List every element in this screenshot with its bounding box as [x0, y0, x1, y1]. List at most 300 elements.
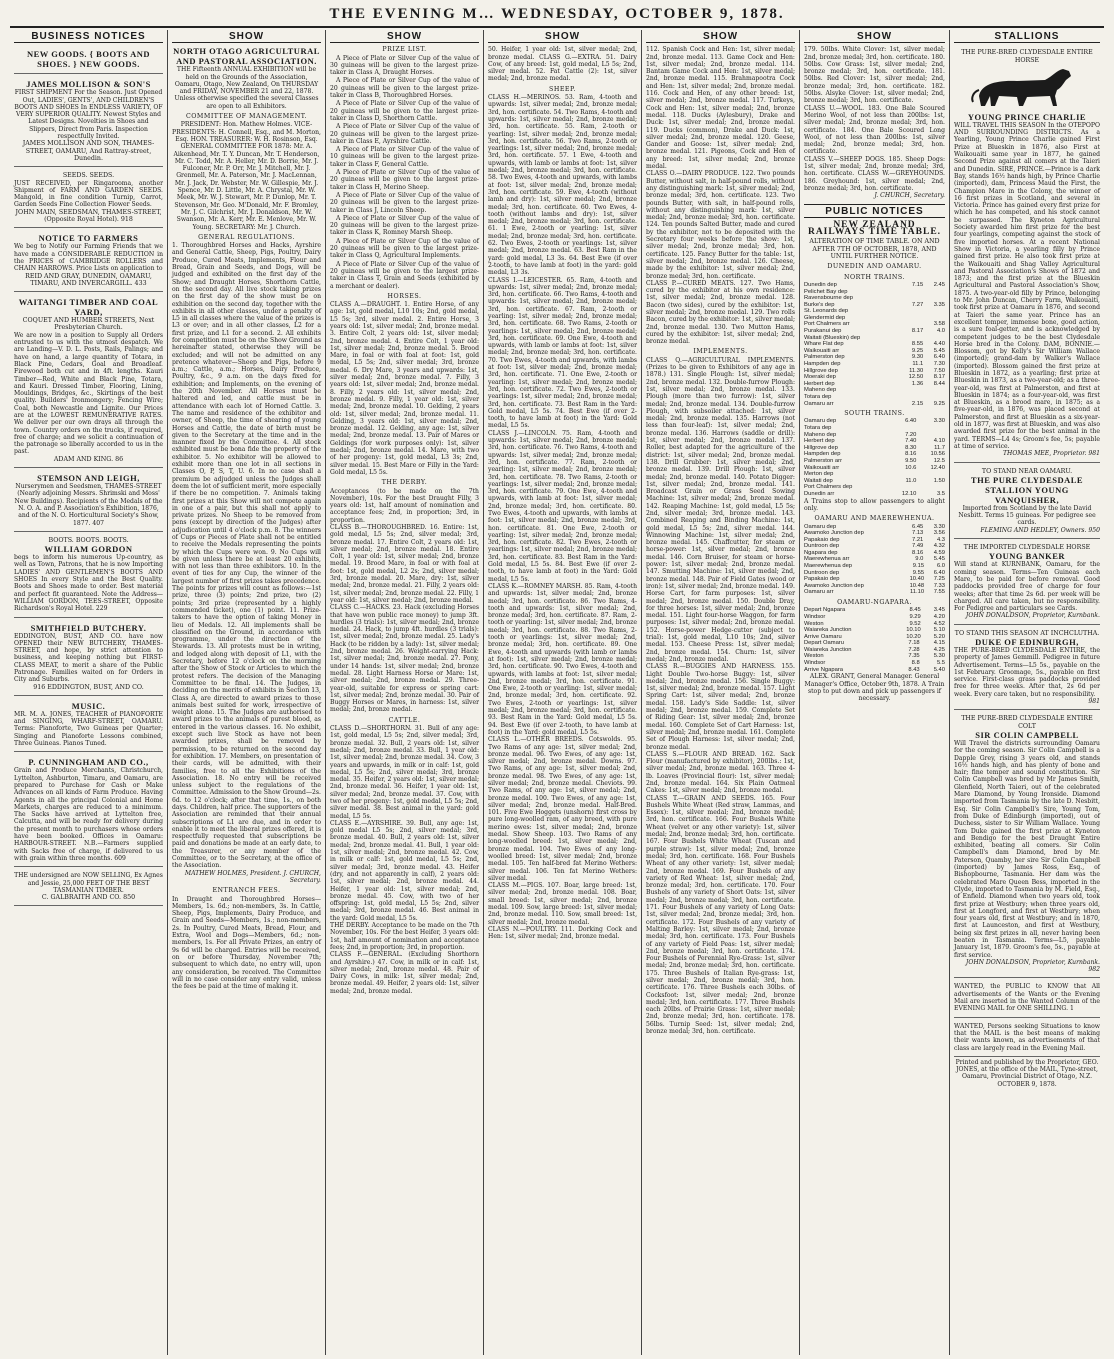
cup-prize: A Piece of Plate or Silver Cup of the value of 20 guineas will be given to the largest prize-taker in Class E, Ayrshire Cattle. — [330, 123, 479, 145]
timetable-row — [804, 401, 945, 408]
station-name: Hillgrove dep — [804, 444, 838, 451]
departure-time: 7.28 — [908, 646, 920, 653]
ad-body: JUST RECEIVED, per Ringarooma, another Shipment of FARM AND GARDEN SEEDS. Mangold, in fine condition Turnip, Carrot, Garden Seeds Fine Collection Flower Seeds. — [14, 179, 163, 209]
show-signature: J. CHURCH, Secretary. — [874, 192, 945, 200]
departure-time: 10.48 — [909, 582, 925, 589]
station-name: Dunedin dep — [804, 281, 837, 288]
departure-time: 12.40 — [930, 464, 945, 471]
cup-prizes — [330, 55, 479, 290]
ad-title: SMITHFIELD BUTCHERY. — [30, 622, 147, 633]
ad-gordon — [14, 534, 163, 618]
timetable-row — [804, 614, 945, 621]
masthead-rule — [10, 26, 1104, 28]
departure-time: 10.20 — [906, 633, 921, 640]
timetable-row — [804, 381, 945, 388]
timetable-row — [804, 550, 945, 557]
ad-music — [14, 698, 163, 752]
timetable-row — [804, 302, 945, 309]
departure-time — [916, 484, 945, 491]
railway-title: NEW ZEALAND RAILWAYS TIME TABLE. — [807, 219, 942, 238]
departure-time: 11.7 — [934, 444, 945, 451]
departure-time: 7.30 — [933, 361, 945, 368]
poultry-continued: 112. Spanish Cock and Hen: 1st, silver medal; 2nd, bronze medal. 113. Game Cock and Hen: 1st, silver medal; 2nd, bronze medal. 114. Bantam Game Cock and Hen: 1st, silver medal; 2nd, bronze medal. 115. Brahmapootra Cock and Hen: 1st, silver medal; 2nd, bronze medal. 116. Cock and Hen, of any other breed: 1st, silver medal; 2nd, bronze medal. 117. Turkeys, Cock and Hen: 1st, silver medal; 2nd, bronze medal. 118. Ducks (Aylesbury), Drake and Duck: 1st, silver medal; 2nd, bronze medal. 119. Ducks (common), Drake and Duck: 1st, silver medal; 2nd, bronze medal. 120. Geese, Gander and Goose: 1st, silver medal; 2nd, bronze medal. 121. Pigeons, Cock and Hen of any breed: 1st, silver medal; 2nd, bronze medal. — [646, 46, 795, 171]
station-name: Papakaio dep — [804, 576, 840, 583]
draught-class: CLASS A.—DRAUGHT. 1. Entire Horse, of any age: 1st, gold medal, L10 10s; 2nd, gold medal, L5 5s; 3rd, silver medal. 2. Entire Horse, 3 years old: 1st, silver medal; 2nd, bronze medal. 3. Entire Colt, 2 years old: 1st, silver medal; 2nd, bronze medal. 4. Entire Colt, 1 year old: 1st, silver medal; 2nd, bronze medal. 5. Brood Mare, in foal or with foal at foot: 1st, gold medal, L5 5s; 2nd, silver medal; 3rd, bronze medal. 6. Dry Mare, 3 years and upwards: 1st, silver medal; 2nd, bronze medal. 7. Filly, 3 years old: 1st, silver medal; 2nd, bronze medal. 8. Filly, 2 years old: 1st, silver medal; 2nd, bronze medal. 9. Filly, 1 year old: 1st, silver medal; 2nd, bronze medal. 10. Gelding, 2 years old: 1st, silver medal; 2nd, bronze medal. 11. Gelding, 3 years old: 1st, silver medal; 2nd, bronze medal. 12. Gelding, any age: 1st, silver medal; 2nd, bronze medal. 13. Pair of Mares or Geldings (for work purposes only): 1st, silver medal; 2nd, bronze medal. 14. Mare, with two of her progeny: 1st, gold medal, L3 3s; 2nd, silver medal. 15. Best Mare or Filly in the Yard: Gold medal, L5 5s. — [330, 301, 479, 476]
ad-young-prince-charlie — [954, 46, 1100, 462]
committee-body: PRESIDENT: Hon. Mathew Holmes. VICE-PRESIDENTS: H. Connell, Esq., and M. Morton, Esq. HON. TREASURER: W. H. Rosinson, Esq. GENERAL COMMITTEE FOR 1878: Mr. A. Aikenhead, Mr. T. Y. Duncan, Mr. T. Henderson, Mr. C. Todd, Mr. A. Heller, Mr. D. Borrie, Mr. J. Fulconer, Mr. P. Orr, Mr. J. Mitchell, Mr. J. Grenmell, Mr. A. Paterson, Mr. J. MacLennan, Mr. J. Jack, Dr. Webster, Mr. W. Gillespie, Mr. J. Spence, Mr. D. Little, Mr. A. Chrystal, Mr. W. Meek, Mr. W. J. Stewart, Mr. P. Dunlop, Mr. T. Stevenson, Mr. Geo. M'Donald, Mr. F. Bromley, Mr. J. C. Gilchrist, Mr. J. Donaldson, Mr. W. Swanson, Mr. A. Kerr, Mr. E. Menlove, Mr. W. Young. SECRETARY: Mr. J. Church. — [172, 121, 321, 231]
ad-coal-yard — [14, 294, 163, 468]
departure-time: 4.52 — [933, 620, 945, 627]
departure-time: 8.55 — [911, 341, 924, 348]
departure-time: 7.40 — [905, 438, 917, 445]
station-name: Purakanui dep — [804, 328, 842, 335]
merino-class: CLASS H.—MERINOS. 53. Ram, 4-tooth and upwards: 1st, silver medal; 2nd, bronze medal; 3rd, hon. certificate. 54. Two Rams, 4-tooth and upwards: 1st, silver medal; 2nd, bronze medal; 3rd, hon. certificate. 55. Ram, 2-tooth or yearling: 1st, silver medal; 2nd, bronze medal; 3rd, hon. certificate. 56. Two Rams, 2-tooth or yearlings: 1st, silver medal; 2nd, bronze medal; 3rd, hon. certificate. 57. 1 Ewe, 4-tooth and upwards, with lamb or lambs at foot: 1st, silver medal; 2nd, bronze medal; 3rd, hon. certificate. 58. Two Ewes, 4-tooth and upwards, with lambs at foot: 1st, silver medal; 2nd, bronze medal; 3rd, hon. certificate. 59. Ewe, 4-tooth (without lamb and dry): 1st, silver medal; 2nd, bronze medal; 3rd, hon. certificate. 60. Two Ewes, 4-tooth (without lambs and dry): 1st, silver medal; 2nd, bronze medal; 3rd, hon. certificate. 61. 1 Ewe, 2-tooth or yearling: 1st, silver medal; 2nd, bronze medal; 3rd, hon. certificate. 62. Two Ewes, 2-tooth or yearlings: 1st, silver medal; 2nd, bronze medal. 63. Best Ram in the yard: gold medal, L3 3s. 64. Best Ewe (if over 2-tooth, to have lamb at foot) in the yard: gold medal, L3 3s. — [488, 94, 637, 277]
cup-prize: A Piece of Plate or Silver Cup of the value of 20 guineas will be given to the largest prize-taker in Class T, Grain and Seeds (exhibited by a merchant or dealer). — [330, 260, 479, 290]
horse-illustration — [954, 66, 1100, 110]
ad-title: SIR COLIN CAMPBELL — [975, 729, 1079, 740]
ad-body: We beg to Notify our Farming Friends that we have made a CONSIDERABLE REDUCTION in the PRICES of CAMBRIDGE ROLLERS and CHAIN HARROWS. Price Lists on application to — [14, 243, 163, 273]
ad-title: THE PURE CLYDESDALE STALLION YOUNG VANQUISHER, — [970, 474, 1084, 505]
station-name: Waitati (Blueskin) dep — [804, 334, 861, 341]
station-name: Depart Oamaru — [804, 640, 844, 647]
poultry-class: CLASS N.—POULTRY. 111. Dorking Cock and Hen: 1st, silver medal; 2nd, bronze medal. — [488, 925, 637, 941]
timetable-row — [804, 335, 945, 342]
station-name: Merton dep — [804, 471, 834, 478]
ad-title: YOUNG PRINCE CHARLIE — [967, 111, 1087, 122]
departure-time: 10.10 — [906, 627, 921, 634]
ad-title: NEW GOODS. { BOOTS AND SHOES. } NEW GOODS. — [26, 49, 151, 70]
departure-time: 3.35 — [933, 301, 945, 308]
ad-body: We are now in a position to Supply all Orders entrusted to us with the utmost despatch. We are Landing—V. D. L. Posts, Rails, Palings; and have on hand, a large quantity of Totara, in Black Pine, Cedars, Goal and Broadleaf. Firewood both cut and in 4ft. lengths. Kauri Timber—Red, White and Black Pine, Totara, and Kauri. Dressed Timber, Flooring, Lining, Mouldings, Bridges, &c., Skirtings of the best quality. Builders' Ironmongery; Fencing Wire; Coal, both Newcastle and Lignite. Our Prices are at the LOWEST REMUNERATIVE RATES. We deliver per our own drays all through the town. Country orders on the trucks, if required, free of charge; and we solicit a continuation of the patronage so liberally accorded to us in the past. — [14, 331, 163, 456]
timetable-row — [804, 374, 945, 381]
station-name: Maerewhenua dep — [804, 563, 853, 570]
departure-time: 11.0 — [905, 477, 917, 484]
departure-time: 9.15 — [912, 563, 925, 570]
ad-cunningham — [14, 754, 163, 867]
cup-prize: A Piece of Plate or Silver Cup of the value of 30 guineas will be given to the largest prize-taker in Class A, Draught Horses. — [330, 54, 479, 77]
timetable-row — [804, 653, 945, 660]
timetable-row — [804, 583, 945, 590]
departure-time: 9.29 — [909, 613, 921, 620]
departure-time: 8.45 — [909, 607, 921, 614]
column-show-2 — [326, 30, 484, 1355]
hacks-class: CLASS C.—HACKS. 23. Hack (excluding Horses that have won public race money) to jump 3ft. hurdles (3 trials): 1st, silver medal; 2nd, bronze medal. 24. Hack, to jump 4ft. hurdles (3 trials): 1st, silver medal; 2nd, bronze medal. 25. Lady's Hack (to be ridden by a lady): 1st, silver medal; 2nd, bronze medal. 26. Weight-carrying Hack: 1st, silver medal; 2nd, bronze medal. 27. Pony, under 14 hands: 1st, silver medal; 2nd, bronze medal. 28. Light Harness Horse or Mare: 1st, silver medal; 2nd, bronze medal. 29. Three-year-old, suitable for express or spring cart: 1st, silver medal; 2nd, bronze medal. 30. Pair of Buggy Horses or Mares, in harness: 1st, silver medal; 2nd, bronze medal. — [330, 604, 479, 714]
departure-time: 4.59 — [933, 549, 945, 556]
station-name: Whare Flat dep — [804, 341, 844, 348]
ad-signature: JOHN DONALDSON, Proprietor, Kurnbank. — [965, 612, 1100, 620]
station-name: Waiareka Junction — [804, 627, 852, 634]
departure-time: 4.32 — [933, 543, 945, 550]
public-notices-heading: PUBLIC NOTICES — [804, 204, 945, 218]
ad-stemson — [14, 470, 163, 532]
timetable-row — [804, 589, 945, 596]
ngapara-down-table — [804, 640, 945, 673]
ad-young-vanquisher — [954, 465, 1100, 539]
departure-time — [923, 387, 945, 394]
departure-time — [923, 308, 945, 315]
ad-body: Grain and Produce Merchants, Christchurch, Lyttelton, Ashburton, Timaru, and Oamaru, are prepared to Purchase for Cash or Make Advances on all kinds of Farm Produce. Having Agents in all the principal Colonial and Home Markets, charges are reduced to a minimum. The Sacks have arrived at Lyttelton free, Calcutta, and will be ready for delivery during the present month to purchasers whose orders have been booked. Offices in Oamaru: HARBOUR-STREET. N.B.—Farmers supplied with Sacks free of charge, if delivered to us with grain within three months. 609 — [14, 767, 163, 862]
ad-young-banker — [954, 541, 1100, 625]
departure-time: 9.25 — [933, 400, 945, 407]
station-name: Palmerston arr — [804, 458, 843, 465]
departure-time — [896, 315, 923, 322]
timetable-row — [804, 315, 945, 322]
departure-time: 8.16 — [905, 451, 917, 458]
timetable-row — [804, 321, 945, 328]
leicester-class: CLASS I.—LEICESTER. 65. Ram, 4-tooth and upwards: 1st, silver medal; 2nd, bronze medal; 3rd, hon. certificate. 66. Two Rams, 4-tooth and upwards: 1st, silver medal; 2nd, bronze medal; 3rd, hon. certificate. 67. Ram, 2-tooth or yearling: 1st, silver medal; 2nd, bronze medal; 3rd, hon. certificate. 68. Two Rams, 2-tooth or yearlings: 1st, silver medal; 2nd, bronze medal; 3rd, hon. certificate. 69. One Ewe, 4-tooth and upwards, with lamb or lambs at foot: 1st, silver medal; 2nd, bronze medal; 3rd, hon. certificate. 70. Two Ewes, 4-tooth and upwards, with lambs at foot: 1st, silver medal; 2nd, bronze medal; 3rd, hon. certificate. 71. One Ewe, 2-tooth or yearling: 1st, silver medal; 2nd, bronze medal; 3rd, hon. certificate. 72. Two Ewes, 2-tooth or yearlings: 1st, silver medal; 2nd, bronze medal; 3rd, hon. certificate. 73. Best Ram in the Yard: Gold medal, L5 5s. 74. Best Ewe (if over 2-tooth, to have lamb at foot) in the Yard: Gold medal, L5 5s. — [488, 276, 637, 430]
station-name: Ngapara dep — [804, 549, 838, 556]
departure-time: 7.13 — [912, 530, 924, 537]
timetable-row — [804, 484, 945, 491]
departure-time: 6.40 — [905, 418, 917, 425]
departure-time: 8.17 — [933, 374, 945, 381]
departure-time: 8.43 — [908, 666, 920, 673]
ad-subtitle: COQUET AND HUMBER STREETS, Next Presbyterian Church. — [22, 317, 155, 332]
departure-time: 4.25 — [933, 646, 945, 653]
association-title: NORTH OTAGO AGRICULTURAL AND PASTORAL ASSOCIATION. — [173, 46, 320, 67]
ad-body: EDDINGTON, BUST, AND CO. have now OPENED their NEW BUTCHERY, THAMES-STREET, and hope, by strict attention to business, and keeping nothing but FIRST-CLASS MEAT, to merit a share of the Public Patronage. Families waited on for Orders in City and Suburbs. — [14, 632, 163, 684]
departure-time: 8.44 — [933, 380, 945, 387]
ad-body: WILL TRAVEL THIS SEASON In the OTEPOPO AND SURROUNDING DISTRICTS. As a Yearling, Young Prince Charlie gained First Prize at Blueskin in 1876, also First at Waikouaiti same year in 1877, he gained Second Prize against all comers at the Taieri and Dunedin. SIRE, PRINCE.—Prince is a dark Bay, stands 16½ hands high, by Prince Charlie (imported), dam, Princess Maud the First, the Champion Mare in the Colony, the winner of 16 first prizes in Scotland, and several in Victoria. Prince has gained every first prize for which he has competed, and his stock cannot be surpassed. The Kyneton Agricultural Society awarded him first prize for the best four yearlings, competing against the stock of five imported horses. At a recent National Show in Victoria, a yearling filly by Prince gained first prize. He also took first prize at the Waikouaiti and Shag Valley Agricultural and Pastoral Association's Shows of 1872 and 1873; and the first prize at the Blueskin Agricultural and Pastoral Association's Show, 1875. A two-year-old filly by Prince, belonging to Mr. John Duncan, Cherry Farm, Waikouaiti, took first prize at Oamaru in 1876, and second at Taieri the same year. Prince has an excellent temper, immense bone, good action, is a sure foal-getter, and is acknowledged by competent judges to be the best Clydesdale Horse bred in the Colony. DAM, BONNIE.—Blossom, got by Kelly's Sir William Wallace (imported); grand-dam by Walker's Wallace (imported). Blossom gained the first prize at Blueskin in 1872, as a yearling; first prize at Blueskin in 1873, as a two-year-old; as a three-year-old, was first at Palmerston, and first at Blueskin in 1874; as a four-year-old, was first at Blueskin, as a brood mare, in 1875; as a five-year-old, in 1876, was placed second at Palmerston, and first at Blueskin as a six-year-old in 1877, was first at Blueskin, and was also awarded first prize for the best animal in the yard. TERMS—L4 4s; Groom's fee, 5s; payable at time of service. — [954, 121, 1100, 450]
regulations-title: GENERAL REGULATIONS. — [198, 233, 295, 241]
timetable-row — [804, 627, 945, 634]
departure-time: 7.35 — [908, 653, 920, 660]
ad-title: YOUNG BANKER — [988, 551, 1066, 562]
departure-time: 5.20 — [933, 633, 945, 640]
ad-heading: THE IMPORTED CLYDESDALE HORSE — [963, 544, 1091, 552]
station-name: Maheno dep — [804, 431, 837, 438]
ad-timber — [14, 869, 163, 906]
departure-time: 2.15 — [911, 400, 924, 407]
departure-time — [923, 394, 945, 401]
column-heading: SHOW — [804, 30, 945, 43]
general-class: CLASS F.—GENERAL. (Excluding Shorthorn and Ayrshire.) 47. Cow, in milk or in calf: 1st, silver medal; 2nd, bronze medal. 48. Pair of Dairy Cows, in milk: 1st, silver medal; 2nd, bronze medal. 49. Heifer, 2 years old: 1st, silver medal; 2nd, bronze medal. — [330, 951, 479, 995]
station-name: Papakaio dep — [804, 536, 840, 543]
departure-time: 10.40 — [909, 576, 925, 583]
timetable-row — [804, 530, 945, 537]
timetable-row — [804, 308, 945, 315]
association-body: THE Fifteenth ANNUAL EXHIBITION will be held on the Grounds of the Association, Oamaru, Otago, New Zealand, On THURSDAY and FRIDAY, NOVEMBER 21 and 22, 1878. Unless otherwise specified the several Classes are open to all Exhibitors. — [174, 66, 319, 110]
ngapara-up-table — [804, 607, 945, 640]
station-name: Hillgrove dep — [804, 367, 838, 374]
station-name: Duntroon dep — [804, 543, 840, 550]
seeds-continued: 179. 50lbs. White Clover: 1st, silver medal; 2nd, bronze medal; 3rd, hon. certificate. 180. 50lbs. Cow Grass: 1st, silver medal; 2nd, bronze medal; 3rd, hon. certificate. 181. 50lbs. Red Clover: 1st, silver medal; 2nd, bronze medal; 3rd, hon. certificate. 182. 50lbs. Alsyke Clover: 1st, silver medal; 2nd, bronze medal; 3rd, hon. certificate. — [804, 46, 945, 105]
timetable-row — [804, 621, 945, 628]
departure-time: 11.1 — [912, 361, 924, 368]
ad-signature: JOHN DONALDSON, Proprietor, Kurnbank. 982 — [965, 958, 1100, 974]
departure-time: 5.10 — [933, 627, 945, 634]
thoroughbred-class: CLASS B.—THOROUGHBRED. 16. Entire: 1st, gold medal, L5 5s; 2nd, silver medal; 3rd, bronze medal. 17. Entire Colt, 2 years old: 1st, silver medal; 2nd, bronze medal. 18. Entire Colt, 1 year old: 1st, silver medal; 2nd, bronze medal. 19. Brood Mare, in foal or with foal at foot: 1st, gold medal, L2 2s; 2nd, silver medal; 3rd, bronze medal. 20. Mare, dry: 1st, silver medal; 2nd, bronze medal. 21. Filly, 2 years old: 1st, silver medal; 2nd, bronze medal. 22. Filly, 1 year old: 1st, silver medal; 2nd, bronze medal. — [330, 524, 479, 604]
timetable-row — [804, 432, 945, 439]
departure-time — [923, 295, 945, 302]
ad-wanted-situations — [954, 1020, 1100, 1057]
station-name: Hampden dep — [804, 361, 841, 368]
column-show-public-notices — [800, 30, 950, 1355]
horses-title: HORSES. — [387, 292, 422, 300]
departure-time: 12.5 — [933, 458, 945, 465]
departure-time: 7.18 — [908, 640, 920, 647]
departure-time: 5.5 — [936, 660, 945, 667]
departure-time: 11.30 — [909, 367, 924, 374]
column-heading: SHOW — [330, 30, 479, 43]
timetable-row — [804, 647, 945, 654]
north-trains-heading: NORTH TRAINS. — [843, 273, 906, 281]
ad-title: STEMSON AND LEIGH, — [37, 473, 140, 484]
ad-signature: 916 EDDINGTON, BUST, AND CO. — [33, 683, 144, 691]
station-name: Windsor — [804, 613, 826, 620]
station-name: Port Chalmers dep — [804, 484, 853, 491]
departure-time — [916, 425, 945, 432]
wool-class: CLASS U.—WOOL. 183. One Bale Scoured Merino Wool, of not less than 200lbs: 1st, silver medal; 2nd, bronze medal; 3rd, hon. certificate. 184. One Bale Scoured Long Wool, of not less than 200lbs: 1st, silver medal; 2nd, bronze medal; 3rd, hon. certificate. — [804, 104, 945, 156]
timetable-row — [804, 418, 945, 425]
departure-time: 10.56 — [930, 451, 945, 458]
maerewhenua-title: OAMARU AND MAEREWHENUA. — [814, 515, 935, 523]
fees-title: ENTRANCH FEES. — [212, 887, 281, 895]
cup-prize: A Piece of Plate or Silver Cup of the value of 20 guineas will be given to the largest prize-taker in Class K, Romney Marsh Sheep. — [330, 214, 479, 237]
station-name: Oamaru dep — [804, 418, 837, 425]
ad-signature: FLEMING AND HEDLEY, Owners. 950 — [980, 526, 1100, 534]
regulations-signature: MATHEW HOLMES, President. J. CHURCH, Secretary. — [184, 869, 321, 884]
departure-time — [896, 394, 923, 401]
departure-time: 9.25 — [911, 347, 924, 354]
ad-title: WILLIAM GORDON — [44, 544, 133, 555]
ad-signature: C. GALBRAITH AND CO. 850 — [41, 894, 136, 902]
timetable-row — [804, 570, 945, 577]
extra-class: 50. Heifer, 1 year old: 1st, silver medal; 2nd, bronze medal. CLASS G.—EXTRA. 51. Dairy Cow, of any breed: 1st, gold medal, L5 5s; 2nd, silver medal. 52. Fat Cattle (2): 1st, silver medal; 2nd, bronze medal. — [488, 46, 637, 83]
ad-signature: JOHN MAIN, SEEDSMAN, THAMES-STREET, (Opposite Royal Hotel). 918 — [15, 208, 162, 224]
south-trains-table — [804, 418, 945, 497]
station-name: Glendermid dep — [804, 314, 846, 321]
ad-title: MUSIC. — [71, 700, 106, 711]
prize-list-title: PRIZE LIST. — [382, 46, 427, 54]
lincoln-class: CLASS J.—LINCOLN. 75. Ram, 4-tooth and upwards: 1st, silver medal; 2nd, bronze medal; 3rd, hon. certificate. 76. Two Rams, 4-tooth and upwards: 1st, silver medal; 2nd, bronze medal; 3rd, hon. certificate. 77. Ram, 2-tooth or yearling: 1st, silver medal; 2nd, bronze medal; 3rd, hon. certificate. 78. Two Rams, 2-tooth or yearlings: 1st, silver medal; 2nd, bronze medal; 3rd, hon. certificate. 79. One Ewe, 4-tooth and upwards, with lamb at foot: 1st, silver medal; 2nd, bronze medal; 3rd, hon. certificate. 80. Two Ewes, 4-tooth and upwards, with lambs at foot: 1st, silver medal; 2nd, bronze medal; 3rd, hon. certificate. 81. One Ewe, 2-tooth or yearling: 1st, silver medal; 2nd, bronze medal; 3rd, hon. certificate. 82. Two Ewes, 2-tooth or yearlings: 1st, silver medal; 2nd, bronze medal; 3rd, hon. certificate. 83. Best Ram in the Yard: Gold medal, L5 5s. 84. Best Ewe (if over 2-tooth, to have lamb at foot) in the Yard: Gold medal, L5 5s. — [488, 429, 637, 583]
departure-time: 3.30 — [933, 523, 945, 530]
cup-prize: A Piece of Plate or Silver Cup of the value of 20 guineas will be given to the largest prize-taker in Class Q, Agricultural Implements. — [330, 237, 479, 260]
cup-prize: A Piece of Plate or Silver Cup of the value of 20 guineas will be given to the largest prize-taker in Class H, Merino Sheep. — [330, 169, 479, 191]
ad-heading: THE PURE-BRED CLYDESDALE ENTIRE HORSE — [961, 49, 1093, 64]
departure-time: 7.55 — [933, 589, 945, 596]
departure-time: 8.30 — [905, 444, 917, 451]
departure-time: 12.10 — [901, 491, 917, 498]
departure-time: 7.33 — [933, 582, 945, 589]
maerewhenua-down-table — [804, 563, 945, 596]
ad-farmers — [14, 230, 163, 292]
departure-time: 6.0 — [936, 563, 945, 570]
departure-time: 8.16 — [912, 549, 924, 556]
sheep-title: SHEEP. — [549, 85, 576, 93]
departure-time: 8.17 — [911, 328, 924, 335]
station-name: Oamaru dep — [804, 523, 837, 530]
timetable-row — [804, 660, 945, 667]
maerewhenua-up-table — [804, 524, 945, 564]
timetable-row — [804, 295, 945, 302]
station-name: Pelichet Bay dep — [804, 288, 848, 295]
departure-time: 5.40 — [933, 666, 945, 673]
departure-time: 5.45 — [933, 347, 945, 354]
station-name: Arrive Oamaru — [804, 633, 842, 640]
timetable-row — [804, 640, 945, 647]
ad-heading: SEEDS. SEEDS. — [62, 172, 115, 180]
ad-mollison — [14, 76, 163, 167]
ad-body: WANTED, the PUBLIC to KNOW that All advertisements of the Wants or the Evening Mail are inserted in the Wanted Column of the EVENING MAIL for ONE SHILLING. 1 — [954, 983, 1100, 1013]
ad-title: P. CUNNINGHAM AND CO., — [28, 757, 149, 768]
timetable-row — [804, 556, 945, 563]
station-name: Maerewhenua arr — [804, 556, 850, 563]
station-name: Herbert dep — [804, 438, 835, 445]
timetable-row — [804, 607, 945, 614]
departure-time — [888, 484, 917, 491]
station-name: Burke's dep — [804, 301, 835, 308]
departure-time: 9.52 — [909, 620, 921, 627]
ad-signature: REID AND GRAY, DUNEDIN, OAMARU, TIMARU, AND INVERCARGILL. 433 — [25, 272, 152, 287]
ad-body: THE undersigned are NOW SELLING, Ex Agnes and Jessie, 25,000 FEET OF THE BEST TASMANIAN TIMBER. — [14, 872, 163, 894]
departure-time: 2.45 — [933, 281, 945, 288]
ad-signature: JAMES MOLLISON AND SON, THAMES-STREET, OAMARU, And Rattray-street, Dunedin. — [22, 140, 155, 162]
ad-signature: THOMAS MEE, Proprietor. 981 — [1002, 450, 1100, 458]
south-trains-heading: SOUTH TRAINS. — [844, 410, 905, 418]
timetable-row — [804, 524, 945, 531]
dairy-class: CLASS O.—DAIRY PRODUCE. 122. Two pounds Butter, without salt, in half-pound rolls, without any distinguishing mark: 1st, silver medal; 2nd, bronze medal; 3rd, hon. certificate. 123. Two pounds Butter, with salt, in half-pound rolls, without any distinguishing mark: 1st, silver medal; 2nd, bronze medal; 3rd, hon. certificate. 124. Ten pounds Salted Butter, made and cured by the exhibitor, not to be deposited with the Secretary four weeks before the show: 1st, silver medal; 2nd, bronze medal; 3rd, hon. certificate. 125. Fancy Butter for the table: 1st, silver medal; 2nd, bronze medal. 126. Cheese, made by the exhibitor: 1st, silver medal; 2nd, bronze medal; 3rd, hon. certificate. — [646, 170, 795, 280]
pigs-class: CLASS M.—PIGS. 107. Boar, large breed: 1st, silver medal; 2nd, bronze medal. 108. Boar, small breed: 1st, silver medal; 2nd, bronze medal. 109. Sow, large breed: 1st, silver medal; 2nd, bronze medal. 110. Sow, small breed: 1st, silver medal; 2nd, bronze medal. — [488, 882, 637, 926]
departure-time — [896, 289, 923, 296]
station-name: Port Chalmers arr — [804, 321, 850, 328]
departure-time: 7.20 — [905, 431, 917, 438]
station-name: Waiareka Junction — [804, 646, 852, 653]
departure-time: 9.0 — [915, 556, 924, 563]
departure-time: 4.0 — [936, 328, 945, 335]
departure-time: 5.45 — [933, 556, 945, 563]
station-name: Totara dep — [804, 394, 832, 400]
columns — [10, 30, 1104, 1355]
cup-prize: A Piece of Plate or Silver Cup of the value of 20 guineas will be given to the largest prize-taker in Class B, Thoroughbred Horses. — [330, 77, 479, 100]
ad-signature: 981 — [1088, 698, 1100, 706]
harness-class: CLASS R.—BUGGIES AND HARNESS. 155. Light Double Two-horse Buggy: 1st, silver medal; 2nd, bronze medal. 156. Single Buggy: 1st, silver medal; 2nd, bronze medal. 157. Light Spring Cart: 1st, silver medal; 2nd, bronze medal. 158. Lady's Side Saddle: 1st, silver medal; 2nd, bronze medal. 159. Complete Set of Riding Gear: 1st, silver medal; 2nd, bronze medal. 160. Complete Set of Cart Harness: 1st, silver medal; 2nd, bronze medal. 161. Complete Set of Plough Harness: 1st, silver medal; 2nd, bronze medal. — [646, 663, 795, 751]
station-name: Totara dep — [804, 425, 832, 432]
departure-time: 12.50 — [908, 374, 924, 381]
station-name: Ravensbourne dep — [804, 295, 853, 302]
departure-time: 10.6 — [905, 464, 917, 471]
railway-subtitle: ALTERATION OF TIME TABLE. ON AND AFTER 7TH OF OCTOBER, 1878, AND UNTIL FURTHER NOTICE. — [809, 238, 940, 261]
station-name: Weston — [804, 653, 824, 660]
timetable-row — [804, 576, 945, 583]
timetable-row — [804, 354, 945, 361]
ad-heading: TO STAND NEAR OAMARU. — [981, 467, 1073, 475]
ad-title: NOTICE TO FARMERS — [38, 233, 139, 244]
departure-time: 4.3 — [936, 536, 945, 543]
departure-time: 7.50 — [933, 367, 945, 374]
departure-time — [896, 335, 923, 342]
station-name: Herbert dep — [804, 380, 835, 387]
timetable-row — [804, 667, 945, 674]
column-business-notices — [10, 30, 168, 1355]
departure-time: 5.30 — [933, 653, 945, 660]
fees-body: In Draught and Thoroughbred Horses—Members, 1s. 6d.; non-members, 3s. In Cattle, Sheep, Pigs, Implements, Dairy Produce, and Grain and Seeds—Members, 1s.; non-members, 2s. In Poultry, Cured Meats, Bread, Flour, and Extra, Wool and Dogs—Members, 6d.; non-members, 1s. For all Private Prizes, an entry of 9s 6d will be charged. Entries will be received, on or before Thursday, November 7th; subsequent to which date, no entry will, upon any consideration, be received. The Committee will in no case consider any entry valid, unless the fees be paid at the time of making it. — [172, 895, 321, 991]
departure-time: 6.45 — [912, 523, 924, 530]
timetable-row — [804, 445, 945, 452]
ad-title: WAITANGI TIMBER AND COAL YARD, — [18, 297, 159, 318]
departure-time — [896, 295, 923, 302]
ad-body: Imported from Scotland by the late David Nesbitt. Terms 15 guineas. For pedigree see cards. — [958, 504, 1096, 527]
ad-title: DUKE OF EDINBURGH, — [975, 637, 1079, 647]
flour-class: CLASS S.—FLOUR AND BREAD. 162. Sack Flour (manufactured by exhibitor), 200lbs.: 1st, silver medal; 2nd, bronze medal. 163. Three 4-lb. Loaves (Provincial flour): 1st, silver medal; 2nd, bronze medal. 164. Six Plain Oatmeal Cakes: 1st, silver medal; 2nd, bronze medal. — [646, 750, 795, 795]
column-show-1 — [168, 30, 326, 1355]
departure-time: 6.40 — [933, 354, 945, 361]
timetable-row — [804, 458, 945, 465]
station-name: Moeraki dep — [804, 374, 836, 381]
implements-title: IMPLEMENTS. — [693, 348, 748, 356]
column-show-3 — [484, 30, 642, 1355]
departure-time: 3.56 — [933, 530, 945, 537]
cattle-title: CATTLE. — [388, 716, 421, 724]
timetable-row — [804, 471, 945, 478]
station-name: St. Leonards dep — [804, 308, 849, 315]
timetable-row — [804, 341, 945, 348]
departure-time — [923, 289, 945, 296]
timetable-row — [804, 537, 945, 544]
departure-time: 7.27 — [911, 301, 924, 308]
departure-time: 4.40 — [933, 341, 945, 348]
railway-signature: ALEX. GRANT, General Manager. General Manager's Office, October 9th, 1878. A Train stop to put down and pick up passengers if necessary. — [804, 673, 945, 703]
timetable-row — [804, 387, 945, 394]
timetable-row — [804, 361, 945, 368]
ad-wanted-public — [954, 980, 1100, 1017]
departure-time: 7.21 — [912, 536, 924, 543]
timetable-row — [804, 425, 945, 432]
timetable-row — [804, 282, 945, 289]
departure-time: 11.10 — [910, 589, 925, 596]
timetable-row — [804, 451, 945, 458]
station-name: Oamaru arr — [804, 589, 834, 596]
dogs-class: CLASS V.—SHEEP DOGS. 185. Sheep Dogs: 1st, silver medal; 2nd, bronze medal; 3rd, hon. certificate. CLASS W.—GREYHOUNDS. 186. Greyhound: 1st, silver medal; 2nd, bronze medal; 3rd, hon. certificate. — [804, 155, 945, 192]
departure-time: 3.30 — [933, 418, 945, 425]
departure-time: 1.36 — [911, 380, 924, 387]
departure-time: 3.45 — [933, 607, 945, 614]
ngapara-title: OAMARU-NGAPARA. — [837, 599, 912, 607]
departure-time: 9.50 — [905, 458, 917, 465]
departure-time: 8.8 — [911, 660, 920, 667]
ad-butchery — [14, 620, 163, 696]
ad-heading: BOOTS. BOOTS. BOOTS. — [48, 536, 129, 544]
ad-seeds — [14, 169, 163, 228]
derby-heifer: THE DERBY. Acceptance to be made on the 7th November, 10s. For the best Heifer, 3 years old: 1st, half amount of nomination and acceptance fees; 2nd, in proportion; 3rd, in proportion. — [330, 922, 479, 951]
ad-body: Nurserymen and Seedsmen, THAMES-STREET (Nearly adjoining Messrs. Shrimski and Moss' New Buildings). Recipients of the Medals of the N. O. A. and P. Association's Exhibition, 1876, and of the N. O. Horticultural Society's Show, 1877. 407 — [14, 483, 163, 527]
cured-meats-class: CLASS P.—CURED MEATS. 127. Two Hams, cured by the exhibitor at his own residence: 1st, silver medal; 2nd, bronze medal. 128. Bacon (two sides), cured by the exhibitor: 1st, silver medal; 2nd, bronze medal. 129. Two rolls Bacon, cured by the exhibitor: 1st, silver medal; 2nd, bronze medal. 130. Two Mutton Hams, cured by the exhibitor: 1st, silver medal; 2nd, bronze medal. — [646, 279, 795, 346]
departure-time: 4.10 — [933, 438, 945, 445]
cup-prize: A Piece of Plate or Silver Cup of the value of 20 guineas will be given to the largest prize-taker in Class J, Lincoln Sheep. — [330, 191, 479, 214]
ad-body: Will Travel the districts surrounding Oamaru for the coming season. Sir Colin Campbell is a Dapple Grey, rising 3 years old, and stands 16½ hands high, and has plenty of bone and hair; fine temper and sound constitution. Sir Colin Campbell was bred by Mr James Smith, Glenfield, North Taieri, out of the celebrated Mare Diamond, by Young Ironside. Diamond imported from Tasmania by the late D. Nesbitt, Esq. Sir Colin Campbell's Sire, Young Tom, from Duke of Edinburgh (imported), out of Duchess, sister to Sir William Wallace. Young Tom Duke gained the first prize at Kyneton and Bendigo for the best Draught Entire exhibited, beating all comers. Sir Colin Campbell's dam Diamond, bred by Mr. Paterson, Quamby, her sire Sir Colin Campbell (imported) by James Ross, Esq., of Bishopbourne, Tasmania. Her dam was the celebrated Mare Queen Bess, imported in the Clyde, imported to Tasmania by M. Field, Esq., of Enfield. Diamond when two years old, took first prize at Westbury; when three years old, first at Longford, and first at Westbury; when four years old, first at Westbury; and in 1870, first at Launceston, and first at Westbury, being six first prizes in all, never having been beaten in Tasmania. Terms—L5, payable January 1st, 1879. Groom's fee, 5s., payable at first service. — [954, 739, 1100, 959]
departure-time: 4.15 — [933, 640, 945, 647]
ad-title: JAMES MOLLISON & SON'S — [26, 79, 151, 90]
column-stallions — [950, 30, 1104, 1355]
departure-time: 3.5 — [936, 491, 945, 498]
ad-heading: TO STAND THIS SEASON AT INCHCLUTHA. — [954, 629, 1100, 637]
regulations-body: 1. Thoroughbred Horses and Hacks, Ayrshire and General Cattle, Sheep, Pigs, Poultry, Dairy Produce, Cured Meats, Implements, Flour and Bread, Grain and Seeds, and Dogs, will be judged and exhibited on the first day of the Show; and Draught Horses, Shorthorn Cattle, on the second day. All live stock taking prizes on the first day of the show must be on exhibition on the second day, together with the exhibits in all other classes, under a penalty of L5 in all classes where the value of the prizes is L3 or over; and in all other classes, L2 for a first prize, and L1 for a second. 2. All exhibits for competition must be on the Show Ground as hereinafter stated, otherwise they will be excluded; and will not be admitted on any pretence whatever—Sheep and Pigs, before 9 a.m.; Cattle, a.m.; Horses, Dairy Produce, Poultry, &c., 9 a.m. on the days fixed for exhibition; and Implements, on the evening of the 20th November. All Horses must be haltered and led, and cattle must be in attendance with each lot of Horned Cattle. 3. The name and residence of the exhibitor and owner, of Sheep, the time of shearing of young Horses and Cattle, the date of birth must be given to the Secretary at the time and in the manner fixed by the Committee. 4. All stock exhibited must be bona fide the property of the exhibitor. 5. No exhibitor will be allowed to exhibit more than one lot in all sections in Classes O, P, S, T, U. 6. In no case shall a premium be adjudged unless the Judges shall deem the lot of sufficient merit, more especially if there be no competition. 7. Animals taking first prizes at this Show will not compete again in one of a pair, but this shall not apply to private prizes. No Sheep to be removed from pens (except by direction of the Judges) after adjudication until 4 o'clock p.m. 8. The winners of Cups or Pieces of Plate shall not be entitled to receive the Medals representing the points by which the Cups were won. 9. No Cups will be given unless there be at least 20 exhibits, with not less than three exhibitors. 10. In the event of ties for any Cup, the winner of the largest number of first prizes takes precedence. The points for prizes will count as follows:—1st prize, three (3) points; 2nd prize, two (2) points; 3rd prize (represented by a highly commended ticket), one (1) point. 11. Prize-takers to have the option of taking Money in lieu of Medals. 12. All implements shall be classified on the Ground, in accordance with programme, under the direction of the Stewards. 13. All protests must be in writing, and lodged along with deposit of L1, with the Secretary, before 12 o'clock on the morning after the Show of Stock or Articles to which the protest refers. The decision of the Managing Committee to be final. 14. The Judges, in deciding on the merits of exhibits in Section 13, Class A, are directed to award prizes to those animals best suited for work, irrespective of weight alone. 15. The Judges are authorised to award prizes to the animals of purest blood, as entered in the various classes. 16. No exhibit, except such live Stock as have not been awarded prizes, shall be removed by permission, to be returned on the second day for exhibition. 17. Members, on presentation of their cards, will be admitted, with their families, free to all the Exhibitions of the Association. 18. No entry will be received unless subject to the regulations of the Committee. Admission to the Show Ground—2s. 6d. to 12 o'clock; after that time, 1s., on both days. Children, half price. The supporters of the Association are reminded that their annual subscriptions of L1 are due, and in order to enable it to meet the liberal prizes offered, it is respectfully requested that subscriptions be paid and donations be made at an early date, to the Treasurer, or any member of the Committee, or to the Secretary, at the office of the Association. — [172, 242, 321, 870]
railway-note: A Trains stop to allow passengers to alight only. — [804, 497, 945, 512]
departure-time: 9.30 — [911, 354, 924, 361]
north-trains-table — [804, 282, 945, 407]
romney-class: CLASS K.—ROMNEY MARSH. 85. Ram, 4-tooth and upwards: 1st, silver medal; 2nd, bronze medal; 3rd, hon. certificate. 86. Two Rams, 4-tooth and upwards: 1st, silver medal; 2nd, bronze medal; 3rd, hon. certificate. 87. Ram, 2-tooth or yearling: 1st, silver medal; 2nd, bronze medal; 3rd, hon. certificate. 88. Two Rams, 2-tooth or yearlings: 1st, silver medal; 2nd, bronze medal; 3rd, hon. certificate. 89. One Ewe, 4-tooth and upwards (with lamb or lambs at foot): 1st, silver medal; 2nd, bronze medal; 3rd, hon. certificate. 90. Two Ewes, 4-tooth and upwards, with lambs at foot: 1st, silver medal; 2nd, bronze medal; 3rd, hon. certificate. 91. One Ewe, 2-tooth or yearling: 1st, silver medal; 2nd, bronze medal; 3rd, hon. certificate. 92. Two Ewes, 2-tooth or yearlings: 1st, silver medal; 2nd, bronze medal; 3rd, hon. certificate. 93. Best Ram in the Yard: Gold medal, L5 5s. 94. Best Ewe (if over 2-tooth, to have lamb at foot) in the Yard: gold medal, L5 5s. — [488, 582, 637, 736]
ad-body: begs to inform his numerous Up-country, as well as Town, Patrons, that he is now Importing LADIES' AND GENTLEMEN'S BOOTS AND SHOES In every Style and the Best Quality. Boots and Shoes made to order. Best material and perfect fit guaranteed. Note the Address— WILLIAM GORDON, TEES-STREET, Opposite Richardson's Royal Hotel. 229 — [14, 554, 163, 613]
departure-time — [896, 321, 923, 328]
ad-body: Will stand at KURNBANK, Oamaru, for the coming season. Terms—Ten Guineas each Mare, to be paid for before removal. Good paddocks provided free of charge for four weeks; after that time 2s 6d. per week will be charged. All care taken, but no responsibility. For Pedigree and particulars see Cards. — [954, 561, 1100, 613]
station-name: Weston — [804, 620, 824, 627]
timetable-row — [804, 438, 945, 445]
dunedin-title: DUNEDIN AND OAMARU. — [827, 263, 922, 271]
station-name: Oamaru arr — [804, 400, 834, 407]
ad-boots — [14, 46, 163, 74]
column-heading: STALLIONS — [954, 30, 1100, 43]
station-name: Arrive Ngapara — [804, 666, 843, 673]
